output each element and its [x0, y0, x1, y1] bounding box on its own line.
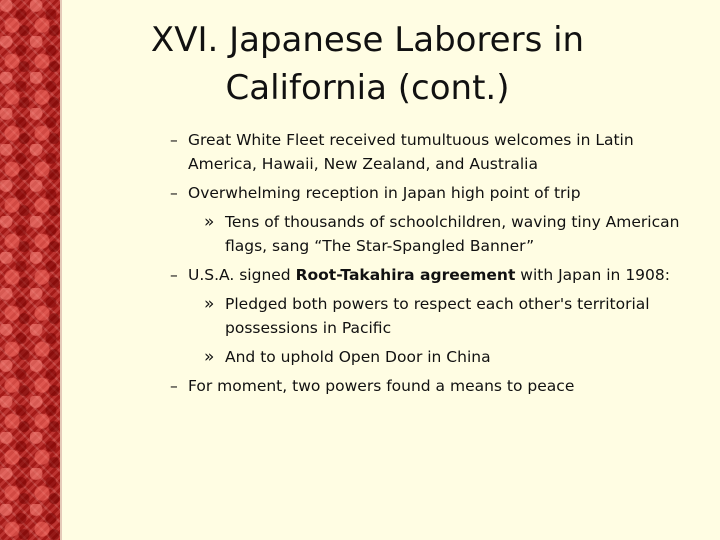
dash-bullet-icon: –	[170, 131, 178, 149]
bullet-text: Great White Fleet received tumultuous welcomes in Latin America, Hawaii, New Zealand, and Australia	[188, 131, 634, 173]
chevron-bullet-icon: »	[204, 347, 215, 367]
bullet-item	[170, 181, 690, 205]
bullet-item	[170, 263, 690, 287]
bullet-item	[170, 374, 690, 398]
sub-bullet-item	[170, 345, 690, 369]
dash-bullet-icon: –	[170, 266, 178, 284]
bullet-text: with Japan in 1908:	[515, 266, 670, 284]
chevron-bullet-icon: »	[204, 294, 215, 314]
dash-bullet-icon: –	[170, 377, 178, 395]
bullet-text: Overwhelming reception in Japan high point of trip	[188, 184, 581, 202]
sub-bullet-item	[170, 292, 690, 340]
side-strip-edge	[60, 0, 62, 540]
sub-bullet-item	[170, 210, 690, 258]
bullet-item	[170, 128, 690, 176]
chevron-bullet-icon: »	[204, 212, 215, 232]
bullet-text: Tens of thousands of schoolchildren, waving tiny American flags, sang “The Star-Spangled Banner”	[225, 213, 680, 255]
decorative-side-strip	[0, 0, 60, 540]
bullet-text: Pledged both powers to respect each other's territorial possessions in Pacific	[225, 295, 650, 337]
bullet-list	[170, 128, 690, 403]
bullet-text: And to uphold Open Door in China	[225, 348, 491, 366]
dash-bullet-icon: –	[170, 184, 178, 202]
bullet-text: For moment, two powers found a means to peace	[188, 377, 575, 395]
slide-title: XVI. Japanese Laborers in California (cont.)	[150, 20, 585, 108]
bold-term: Root-Takahira agreement	[295, 266, 516, 284]
bullet-text: U.S.A. signed	[188, 266, 296, 284]
